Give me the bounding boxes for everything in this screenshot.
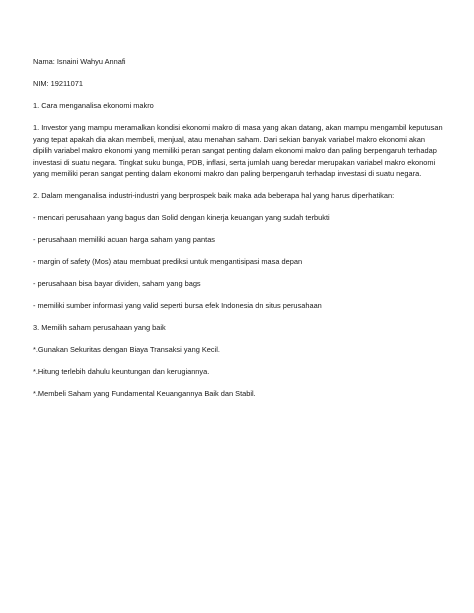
student-nim: NIM: 19211071 <box>33 78 83 88</box>
document-content <box>33 56 445 410</box>
section-3-item: *.Membeli Saham yang Fundamental Keuangannya Baik dan Stabil. <box>33 389 256 399</box>
section-2-item: - perusahaan memiliki acuan harga saham yang pantas <box>33 235 215 245</box>
section-2-item: - perusahaan bisa bayar dividen, saham yang bags <box>33 279 201 289</box>
section-3-item: *.Gunakan Sekuritas dengan Biaya Transaksi yang Kecil. <box>33 345 220 355</box>
student-name: Nama: Isnaini Wahyu Annafi <box>33 57 126 66</box>
section-3-item: *.Hitung terlebih dahulu keuntungan dan kerugiannya. <box>33 367 210 377</box>
section-2-intro: 2. Dalam menganalisa industri-industri yang berprospek baik maka ada beberapa hal yang harus diperhatikan: <box>33 191 395 201</box>
section-3-heading: 3. Memilih saham perusahaan yang baik <box>33 323 166 333</box>
section-2-item: - mencari perusahaan yang bagus dan Solid dengan kinerja keuangan yang sudah terbukti <box>33 213 330 223</box>
section-2-item: - memiliki sumber informasi yang valid seperti bursa efek Indonesia dn situs perusahaan <box>33 301 322 311</box>
section-2-item: - margin of safety (Mos) atau membuat prediksi untuk mengantisipasi masa depan <box>33 257 303 267</box>
section-1-heading: 1. Cara menganalisa ekonomi makro <box>33 100 154 110</box>
section-1-body: 1. Investor yang mampu meramalkan kondisi ekonomi makro di masa yang akan datang, akan mampu mengambil keputusan yang tepat apakah dia akan membeli, menjual, atau menahan saham. Dari sekian banyak variabel makro ekonomi akan dipilih variabel makro ekonomi yang memiliki peran sangat penting dalam ekonomi makro dan paling berpengaruh terhadap investasi di suatu negara. Tingkat suku bunga, PDB, inflasi, serta jumlah uang beredar merupakan variabel makro ekonomi yang memiliki peran sangat penting dalam ekonomi makro dan paling berpengaruh terhadap investasi di suatu negara. <box>33 122 443 179</box>
